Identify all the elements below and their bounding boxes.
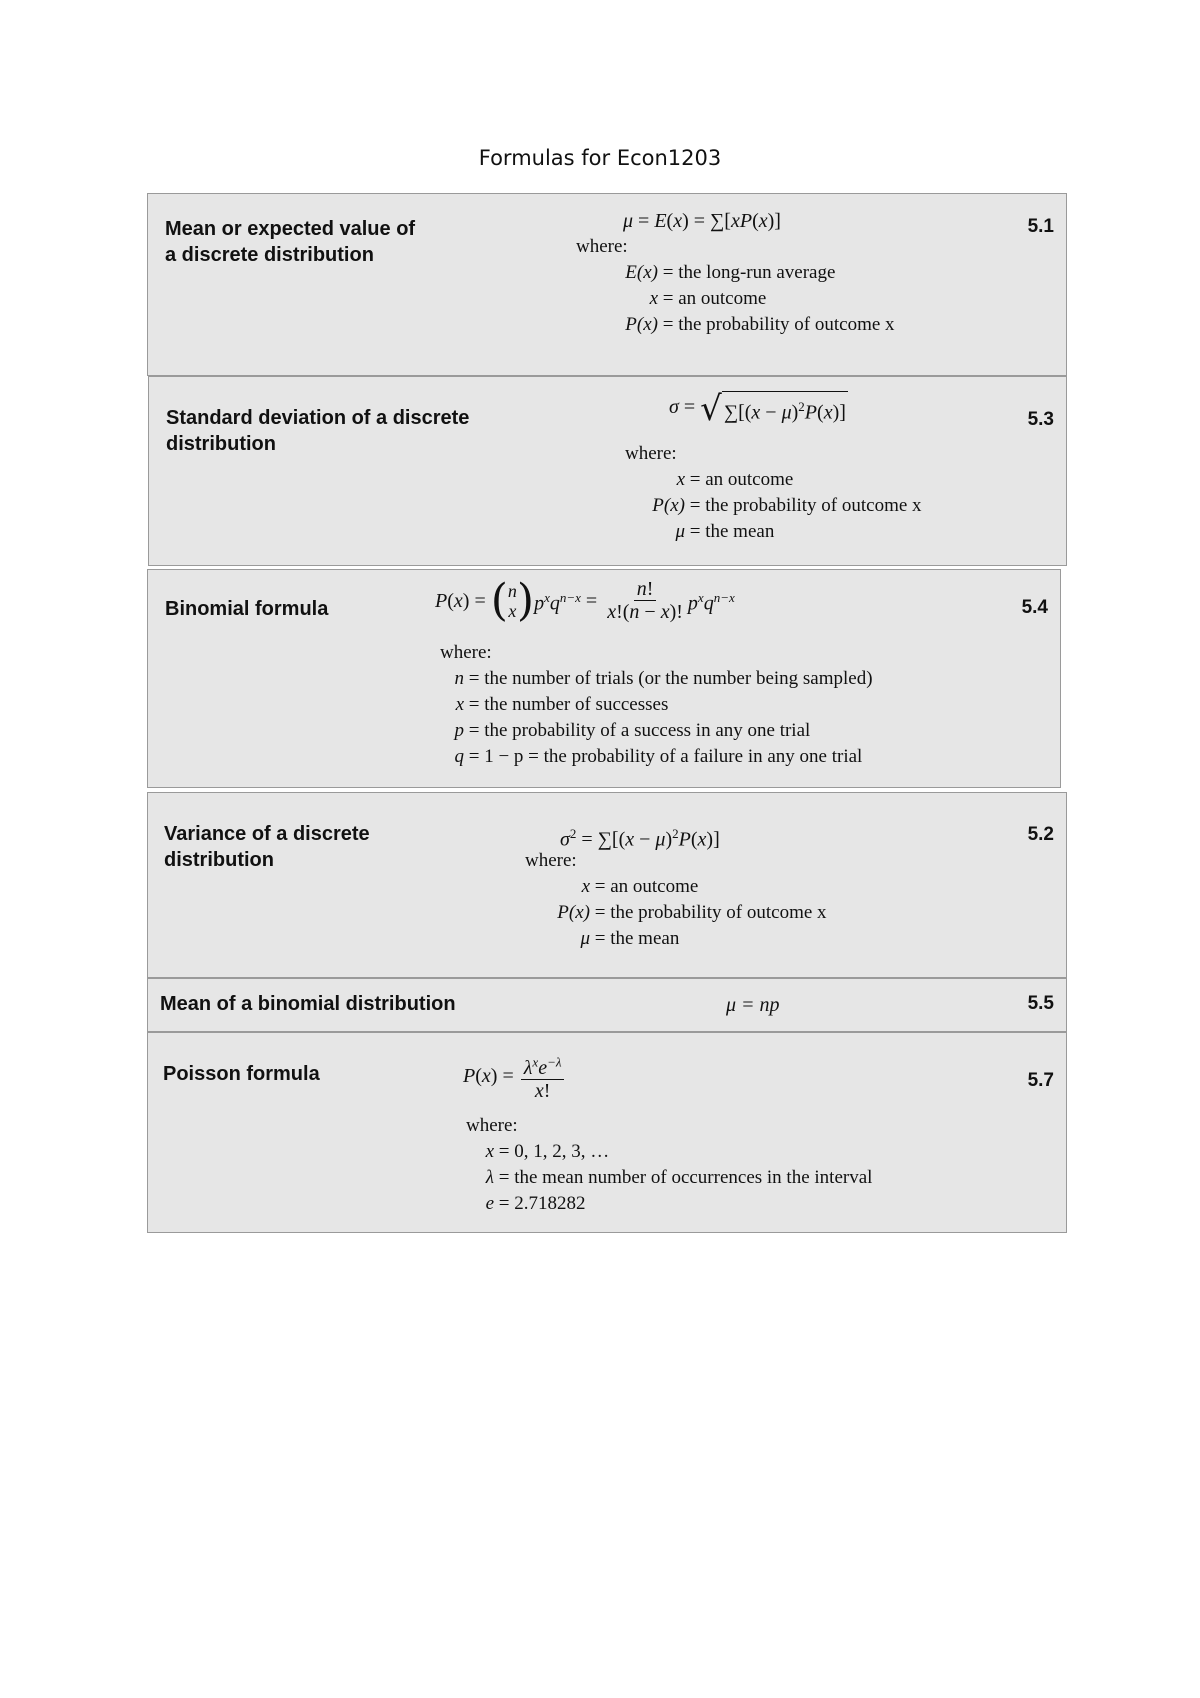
definition-row: q = 1 − p = the probability of a failure in any one trial bbox=[454, 746, 863, 767]
mean-binomial-formula: μ = np bbox=[726, 994, 780, 1016]
poisson-formula: P ( x ) = $\frac{\lambda^xe^{-\lambda}}{x!}$ bbox=[463, 1051, 566, 1102]
formula-box-sd-discrete bbox=[148, 376, 1067, 566]
section-label: Binomial formula bbox=[165, 598, 329, 620]
where-label: where: bbox=[576, 236, 628, 257]
definition-row: λ = the mean number of occurrences in the interval bbox=[485, 1167, 873, 1188]
formula-number: 5.2 bbox=[1027, 824, 1054, 845]
variance-formula: $\sigma^2 = \sum[(x - \mu)^2P(x)]$ bbox=[560, 826, 720, 851]
sd-formula: σ = √ $\sum[(x - \mu)^2P(x)]$ bbox=[669, 388, 846, 429]
section-label: Standard deviation of a discrete distribution bbox=[166, 407, 470, 455]
definition-row: e = 2.718282 bbox=[485, 1193, 586, 1214]
where-label: where: bbox=[440, 642, 492, 663]
section-label: Mean or expected value of a discrete distribution bbox=[165, 218, 416, 266]
definitions-list bbox=[444, 666, 873, 770]
formula-box-binomial bbox=[147, 569, 1061, 788]
definition-row: P(x) = the probability of outcome x bbox=[557, 902, 827, 923]
mean-formula: μ = E(x) = ∑[xP(x)] bbox=[623, 210, 781, 232]
formula-number: 5.7 bbox=[1027, 1070, 1054, 1091]
definitions-list bbox=[466, 1139, 872, 1217]
definition-row: μ = the mean bbox=[580, 928, 680, 949]
definition-row: μ = the mean bbox=[675, 521, 775, 542]
formula-number: 5.5 bbox=[1027, 993, 1054, 1014]
section-label: Poisson formula bbox=[163, 1063, 320, 1085]
where-label: where: bbox=[466, 1115, 518, 1136]
definition-row: p = the probability of a success in any one trial bbox=[454, 720, 811, 741]
formula-box-mean-binomial bbox=[147, 978, 1067, 1032]
definition-row: P(x) = the probability of outcome x bbox=[652, 495, 922, 516]
formula-box-variance-discrete bbox=[147, 792, 1067, 978]
definitions-list bbox=[526, 874, 827, 952]
definitions-list bbox=[619, 467, 922, 545]
definition-row: x = 0, 1, 2, 3, … bbox=[485, 1141, 610, 1162]
definition-row: x = an outcome bbox=[649, 288, 767, 309]
section-label: Mean of a binomial distribution bbox=[160, 993, 456, 1015]
formula-number: 5.4 bbox=[1021, 597, 1048, 618]
definition-row: E(x) = the long-run average bbox=[625, 262, 836, 283]
definition-row: P(x) = the probability of outcome x bbox=[625, 314, 895, 335]
definition-row: x = an outcome bbox=[581, 876, 699, 897]
page-title: Formulas for Econ1203 bbox=[478, 146, 722, 170]
definitions-list bbox=[588, 260, 895, 338]
definition-row: n = the number of trials (or the number being sampled) bbox=[454, 668, 873, 689]
formula-number: 5.1 bbox=[1027, 216, 1054, 237]
section-label: Variance of a discrete distribution bbox=[164, 823, 370, 871]
binomial-formula: P ( x ) = ( n x ) $p^xq^{n-x}$ = $\frac{n!}{x!(n - x)!}$ $p^xq^{n-x}$ bbox=[435, 574, 735, 626]
where-label: where: bbox=[625, 443, 677, 464]
formula-box-mean-discrete bbox=[147, 193, 1067, 376]
formula-box-poisson bbox=[147, 1032, 1067, 1233]
formula-number: 5.3 bbox=[1027, 409, 1054, 430]
definition-row: x = the number of successes bbox=[455, 694, 669, 715]
where-label: where: bbox=[525, 850, 577, 871]
definition-row: x = an outcome bbox=[676, 469, 794, 490]
